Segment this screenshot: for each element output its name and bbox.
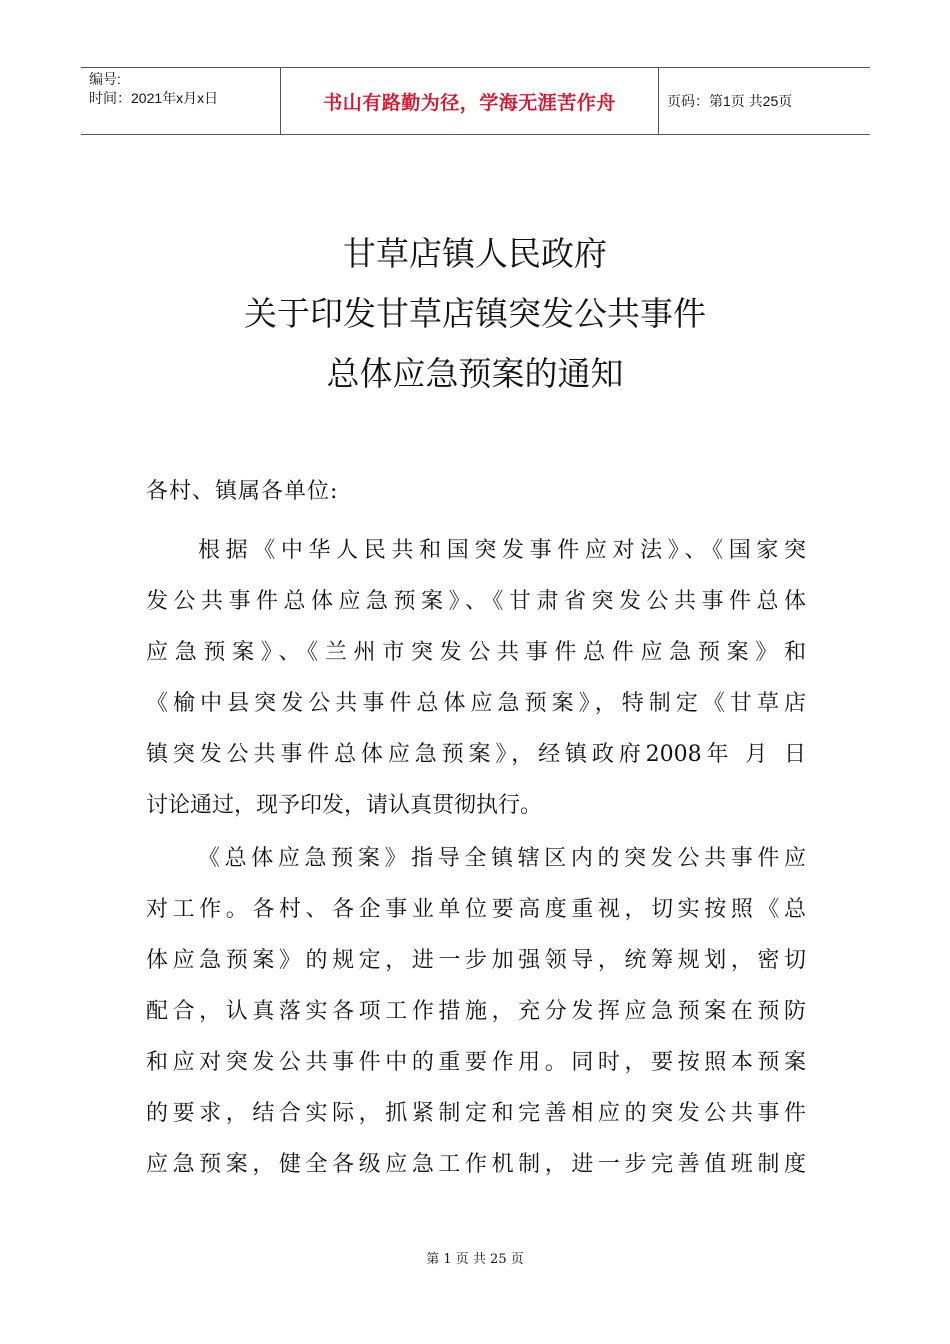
paragraph-line: 讨论通过，现予印发，请认真贯彻执行。 — [146, 793, 543, 818]
paragraph-line: 《榆中县突发公共事件总体应急预案》，特制定《甘草店 — [146, 691, 806, 716]
title-line-1: 甘草店镇人民政府 — [343, 234, 607, 273]
header-meta — [81, 68, 281, 134]
title-line-3: 总体应急预案的通知 — [326, 354, 624, 393]
paragraph-2 — [146, 845, 806, 1202]
salutation: 各村、镇属各单位: — [146, 479, 339, 504]
paragraph-line: 配合，认真落实各项工作措施，充分发挥应急预案在预防 — [146, 999, 806, 1024]
header-page-label: 页码：第1页 共25页 — [667, 93, 793, 109]
header-motto: 书山有路勤为径，学海无涯苦作舟 — [281, 68, 659, 134]
page-footer: 第 1 页 共 25 页 — [426, 1252, 524, 1267]
paragraph-line: 镇突发公共事件总体应急预案》，经镇政府2008年 月 日 — [146, 742, 806, 767]
paragraph-line: 发公共事件总体应急预案》、《甘肃省突发公共事件总体 — [146, 589, 806, 614]
paragraph-line: 应急预案》、《兰州市突发公共事件总件应急预案》和 — [146, 640, 806, 665]
paragraph-line: 体应急预案》的规定，进一步加强领导，统筹规划，密切 — [146, 948, 806, 973]
paragraph-line: 的要求，结合实际，抓紧制定和完善相应的突发公共事件 — [146, 1101, 806, 1126]
paragraph-line: 应急预案，健全各级应急工作机制，进一步完善值班制度 — [146, 1152, 806, 1177]
paragraph-line: 《总体应急预案》指导全镇辖区内的突发公共事件应 — [198, 846, 806, 871]
time-label: 时间：2021年x月x日 — [89, 90, 219, 106]
page-header — [81, 67, 870, 135]
paragraph-line: 对工作。各村、各企事业单位要高度重视，切实按照《总 — [146, 897, 806, 922]
number-label: 编号: — [89, 71, 121, 87]
paragraph-1 — [146, 537, 806, 843]
paragraph-line: 和应对突发公共事件中的重要作用。同时，要按照本预案 — [146, 1050, 806, 1075]
paragraph-line: 根据《中华人民共和国突发事件应对法》、《国家突 — [198, 538, 806, 563]
title-line-2: 关于印发甘草店镇突发公共事件 — [244, 294, 706, 333]
